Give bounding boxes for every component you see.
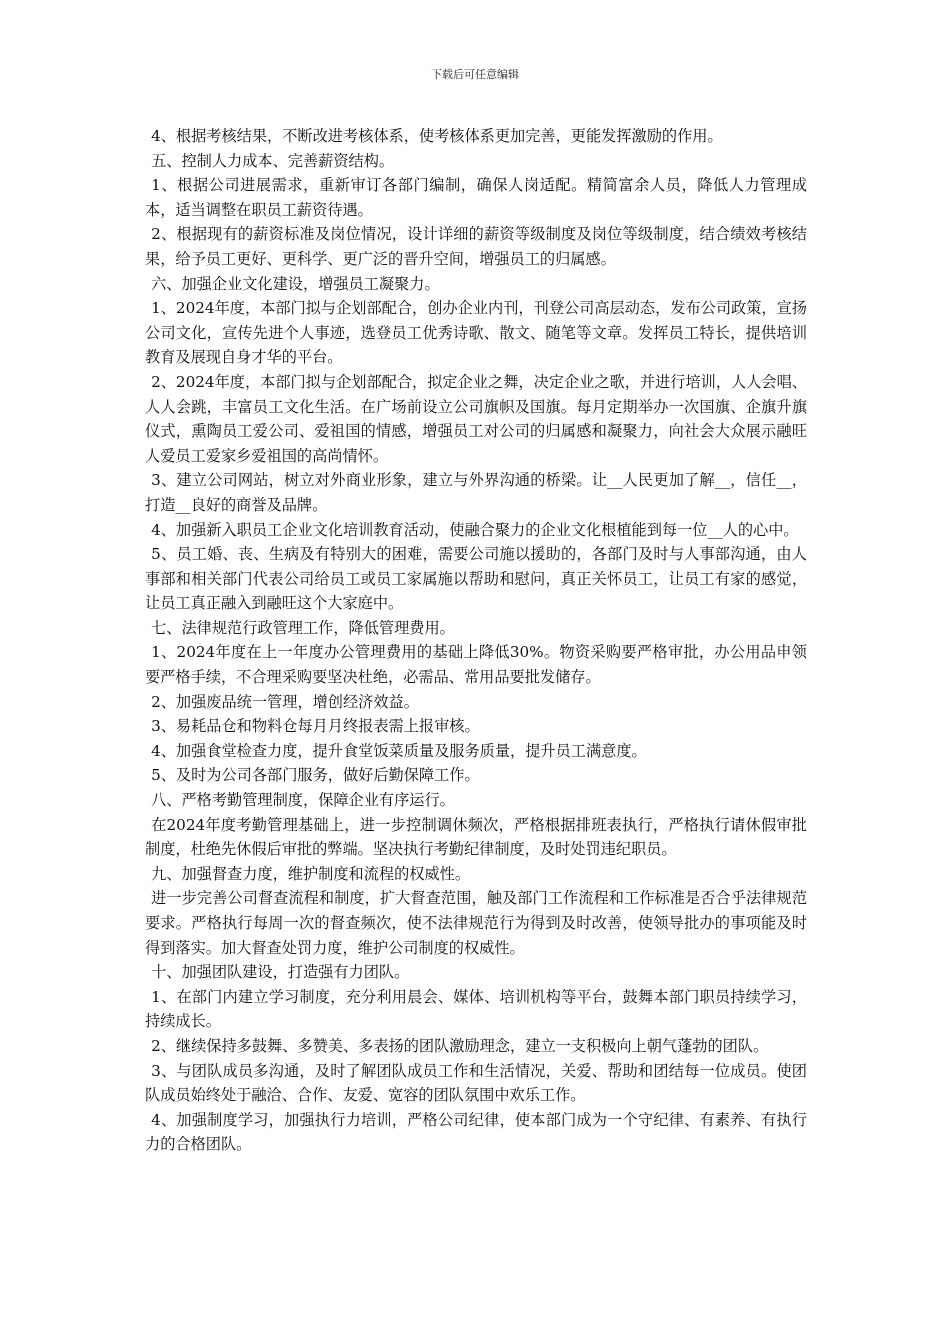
section-heading: 六、加强企业文化建设，增强员工凝聚力。 [151,274,440,293]
paragraph: 5、员工婚、丧、生病及有特别大的困难，需要公司施以援助的，各部门及时与人事部沟通，由人事部和相关部门代表公司给员工或员工家属施以帮助和慰问，真正关怀员工，让员工有家的感觉，让员工真正融入到融旺这个大家庭中。 [145,545,807,613]
paragraph: 4、加强新入职员工企业文化培训教育活动，使融合聚力的企业文化根植能到每一位__人的心中。 [151,520,799,539]
paragraph: 3、易耗品仓和物料仓每月月终报表需上报审核。 [151,717,480,736]
paragraph: 2、根据现有的薪资标准及岗位情况，设计详细的薪资等级制度及岗位等级制度，结合绩效考核结果，给予员工更好、更科学、更广泛的晋升空间，增强员工的归属感。 [145,225,807,268]
section-heading: 七、法律规范行政管理工作，降低管理费用。 [151,618,455,637]
section-heading: 十、加强团队建设，打造强有力团队。 [151,963,410,982]
paragraph: 1、2024年度，本部门拟与企划部配合，创办企业内刊，刊登公司高层动态，发布公司政策，宣扬公司文化，宣传先进个人事迹，选登员工优秀诗歌、散文、随笔等文章。发挥员工特长，提供培训教育及展现自身才华的平台。 [145,299,807,367]
page-header: 下载后可任意编辑 [431,68,519,81]
section-heading: 五、控制人力成本、完善薪资结构。 [151,151,395,170]
paragraph: 2、2024年度，本部门拟与企划部配合，拟定企业之舞，决定企业之歌，并进行培训，人人会唱、人人会跳，丰富员工文化生活。在广场前设立公司旗帜及国旗。每月定期举办一次国旗、企旗升旗仪式，熏陶员工爱公司、爱祖国的情感，增强员工对公司的归属感和凝聚力，向社会大众展示融旺人爱员工爱家乡爱祖国的高尚情怀。 [145,372,807,465]
paragraph: 2、加强废品统一管理，增创经济效益。 [151,692,419,711]
paragraph: 4、加强制度学习，加强执行力培训，严格公司纪律，使本部门成为一个守纪律、有素养、有执行力的合格团队。 [145,1110,807,1154]
paragraph: 4、根据考核结果，不断改进考核体系，使考核体系更加完善，更能发挥激励的作用。 [151,127,723,145]
document-body [145,124,807,1157]
section-heading: 九、加强督查力度，维护制度和流程的权威性。 [151,864,471,883]
paragraph: 进一步完善公司督查流程和制度，扩大督查范围，触及部门工作流程和工作标准是否合乎法律规范要求。严格执行每周一次的督查频次，使不法律规范行为得到及时改善，使领导批办的事项能及时得到落实。加大督查处罚力度，维护公司制度的权威性。 [145,889,807,957]
paragraph: 1、2024年度在上一年度办公管理费用的基础上降低30%。物资采购要严格审批，办公用品申领要严格手续，不合理采购要坚决杜绝，必需品、常用品要批发储存。 [145,643,807,687]
section-heading: 八、严格考勤管理制度，保障企业有序运行。 [151,791,455,810]
paragraph: 2、继续保持多鼓舞、多赞美、多表扬的团队激励理念，建立一支积极向上朝气蓬勃的团队。 [151,1036,769,1055]
paragraph: 3、与团队成员多沟通，及时了解团队成员工作和生活情况，关爱、帮助和团结每一位成员。使团队成员始终处于融洽、合作、友爱、宽容的团队氛围中欢乐工作。 [145,1061,807,1105]
paragraph: 在2024年度考勤管理基础上，进一步控制调休频次，严格根据排班表执行，严格执行请休假审批制度，杜绝先休假后审批的弊端。坚决执行考勤纪律制度，及时处罚违纪职员。 [145,815,807,859]
paragraph: 5、及时为公司各部门服务，做好后勤保障工作。 [151,766,480,785]
paragraph: 1、根据公司进展需求，重新审订各部门编制，确保人岗适配。精简富余人员，降低人力管理成本，适当调整在职员工薪资待遇。 [145,176,807,219]
paragraph: 3、建立公司网站，树立对外商业形象，建立与外界沟通的桥梁。让__人民更加了解__，信任__，打造__良好的商誉及品牌。 [145,471,807,514]
paragraph: 4、加强食堂检查力度，提升食堂饭菜质量及服务质量，提升员工满意度。 [151,741,647,760]
paragraph: 1、在部门内建立学习制度，充分利用晨会、媒体、培训机构等平台，鼓舞本部门职员持续学习，持续成长。 [145,987,807,1031]
